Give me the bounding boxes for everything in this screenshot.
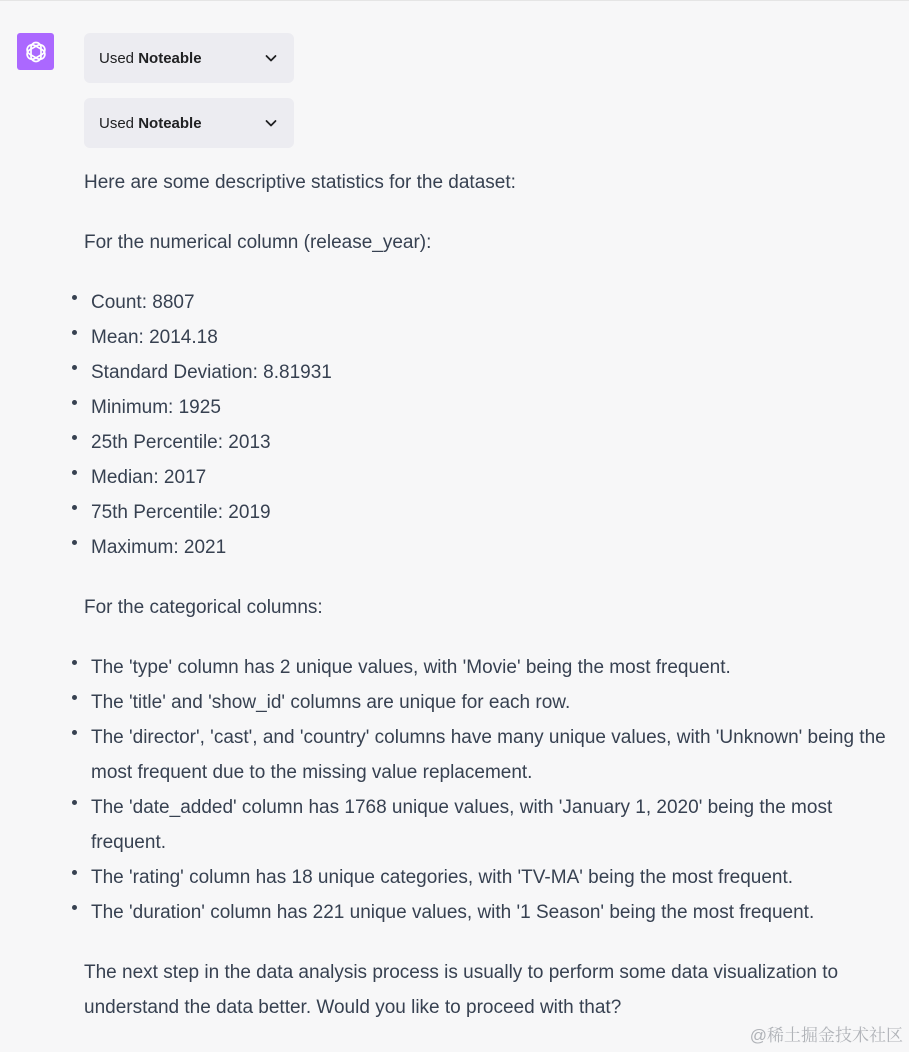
watermark: @稀土掘金技术社区 (749, 1026, 903, 1045)
plugin-label: Used Noteable (99, 49, 202, 67)
chevron-down-icon (263, 115, 279, 131)
closing-paragraph: The next step in the data analysis process is usually to perform some data visualization to understand the data better. Would you like to proceed with that? (84, 962, 839, 1018)
list-item: The 'type' column has 2 unique values, with 'Movie' being the most frequent. (72, 650, 894, 685)
intro-paragraph: Here are some descriptive statistics for the dataset: (84, 172, 516, 193)
chevron-down-icon (263, 50, 279, 66)
list-item: The 'date_added' column has 1768 unique values, with 'January 1, 2020' being the most frequent. (72, 790, 894, 860)
plugin-label: Used Noteable (99, 114, 202, 132)
numerical-heading: For the numerical column (release_year): (84, 232, 432, 253)
list-item: Count: 8807 (72, 285, 894, 320)
list-item: 75th Percentile: 2019 (72, 495, 894, 530)
numerical-stats-list (72, 285, 894, 565)
list-item: Standard Deviation: 8.81931 (72, 355, 894, 390)
top-divider (0, 0, 909, 1)
list-item: Median: 2017 (72, 460, 894, 495)
list-item: Maximum: 2021 (72, 530, 894, 565)
assistant-avatar (17, 33, 54, 70)
assistant-message (84, 33, 894, 1025)
categorical-heading: For the categorical columns: (84, 597, 323, 618)
list-item: 25th Percentile: 2013 (72, 425, 894, 460)
used-plugin-toggle[interactable] (84, 33, 294, 83)
list-item: The 'duration' column has 221 unique values, with '1 Season' being the most frequent. (72, 895, 894, 930)
list-item: The 'title' and 'show_id' columns are unique for each row. (72, 685, 894, 720)
used-plugin-toggle[interactable] (84, 98, 294, 148)
list-item: The 'director', 'cast', and 'country' columns have many unique values, with 'Unknown' being the most frequent due to the missing value replacement. (72, 720, 894, 790)
openai-logo-icon (23, 39, 49, 65)
categorical-stats-list (72, 650, 894, 930)
list-item: Mean: 2014.18 (72, 320, 894, 355)
list-item: The 'rating' column has 18 unique categories, with 'TV-MA' being the most frequent. (72, 860, 894, 895)
list-item: Minimum: 1925 (72, 390, 894, 425)
